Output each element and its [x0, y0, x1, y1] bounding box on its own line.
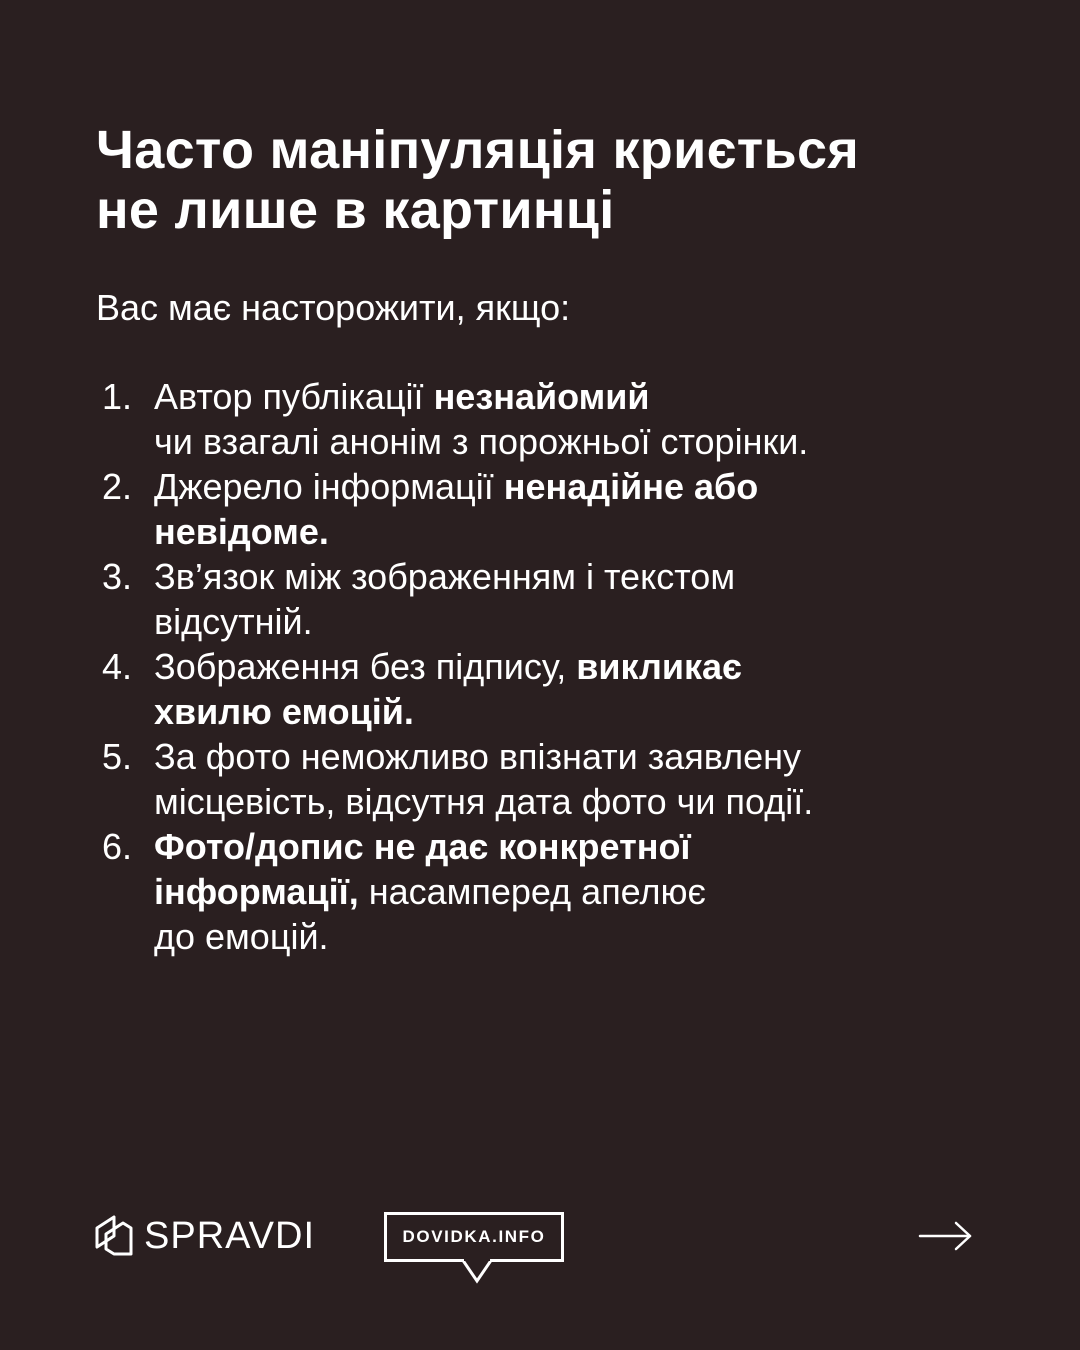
- dovidka-logo[interactable]: [384, 1212, 564, 1262]
- list-line: хвилю емоцій.: [154, 691, 414, 732]
- list-number: 4.: [102, 646, 133, 687]
- list-number: 3.: [102, 556, 133, 597]
- list-text-bold: викликає: [576, 646, 742, 687]
- title-line-2: не лише в картинці: [96, 180, 615, 240]
- dovidka-wordmark: DOVIDKA.INFO: [402, 1227, 546, 1246]
- spravdi-logo-icon: [94, 1214, 134, 1258]
- list-item: [96, 734, 996, 824]
- list-item: [96, 824, 996, 959]
- list-line: чи взагалі анонім з порожньої сторінки.: [154, 421, 809, 462]
- list-item: [96, 374, 996, 464]
- list-number: 2.: [102, 466, 133, 507]
- speech-bubble-tail-icon: [462, 1259, 492, 1285]
- list-item: [96, 644, 996, 734]
- list-line: [154, 869, 996, 914]
- arrow-right-icon[interactable]: [918, 1220, 974, 1252]
- list-line: За фото неможливо впізнати заявлену: [154, 736, 801, 777]
- list-line: місцевість, відсутня дата фото чи події.: [154, 781, 814, 822]
- page-title: [96, 120, 1016, 240]
- list-line: Фото/допис не дає конкретної: [154, 826, 691, 867]
- list-line: Зв’язок між зображенням і текстом: [154, 556, 736, 597]
- list-number: 5.: [102, 736, 133, 777]
- list-text-bold: інформації,: [154, 871, 359, 912]
- list-item: [96, 554, 996, 644]
- warning-list: [96, 374, 996, 959]
- list-line: [154, 644, 996, 689]
- list-line: відсутній.: [154, 601, 313, 642]
- list-item: [96, 464, 996, 554]
- spravdi-wordmark: SPRAVDI: [144, 1214, 316, 1257]
- list-number: 1.: [102, 376, 133, 417]
- list-number: 6.: [102, 826, 133, 867]
- spravdi-logo[interactable]: [94, 1212, 315, 1260]
- list-line: [154, 374, 996, 419]
- list-text-bold: незнайомий: [433, 376, 650, 417]
- list-text: Зображення без підпису,: [154, 646, 577, 687]
- list-text: Джерело інформації: [154, 466, 504, 507]
- list-line: [154, 464, 996, 509]
- list-text: насамперед апелює: [358, 871, 706, 912]
- list-text-bold: ненадійне або: [503, 466, 759, 507]
- list-text: Автор публікації: [154, 376, 434, 417]
- list-line: невідоме.: [154, 511, 329, 552]
- intro-text: Вас має насторожити, якщо:: [96, 287, 571, 328]
- list-line: до емоцій.: [154, 916, 329, 957]
- title-line-1: Часто маніпуляція криється: [96, 120, 860, 180]
